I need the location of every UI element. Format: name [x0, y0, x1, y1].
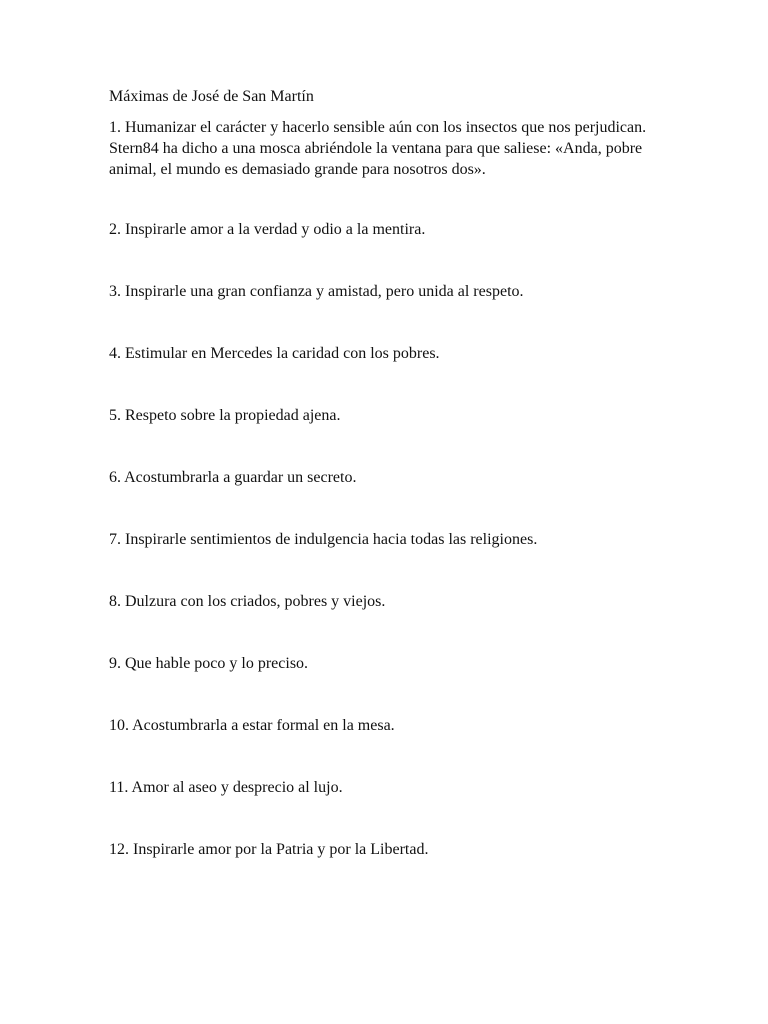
maxim-6: 6. Acostumbrarla a guardar un secreto.	[109, 469, 357, 486]
maxim-12: 12. Inspirarle amor por la Patria y por la Libertad.	[109, 841, 429, 858]
maxim-5: 5. Respeto sobre la propiedad ajena.	[109, 407, 341, 424]
maxim-11: 11. Amor al aseo y desprecio al lujo.	[109, 779, 343, 796]
maxim-1: 1. Humanizar el carácter y hacerlo sensible aún con los insectos que nos perjudican. Stern84 ha dicho a una mosca abriéndole la ventana para que saliese: «Anda, pobre animal, el mundo es demasiado grande para nosotros dos».	[109, 119, 647, 178]
maxim-9: 9. Que hable poco y lo preciso.	[109, 655, 309, 672]
maxim-3: 3. Inspirarle una gran confianza y amistad, pero unida al respeto.	[109, 283, 524, 300]
maxim-4: 4. Estimular en Mercedes la caridad con los pobres.	[109, 345, 440, 362]
document-title: Máximas de José de San Martín	[109, 88, 314, 105]
document-body	[109, 86, 669, 901]
maxim-10: 10. Acostumbrarla a estar formal en la mesa.	[109, 717, 395, 734]
maxim-7: 7. Inspirarle sentimientos de indulgencia hacia todas las religiones.	[109, 531, 538, 548]
maxim-8: 8. Dulzura con los criados, pobres y viejos.	[109, 593, 386, 610]
maxim-2: 2. Inspirarle amor a la verdad y odio a la mentira.	[109, 221, 426, 238]
